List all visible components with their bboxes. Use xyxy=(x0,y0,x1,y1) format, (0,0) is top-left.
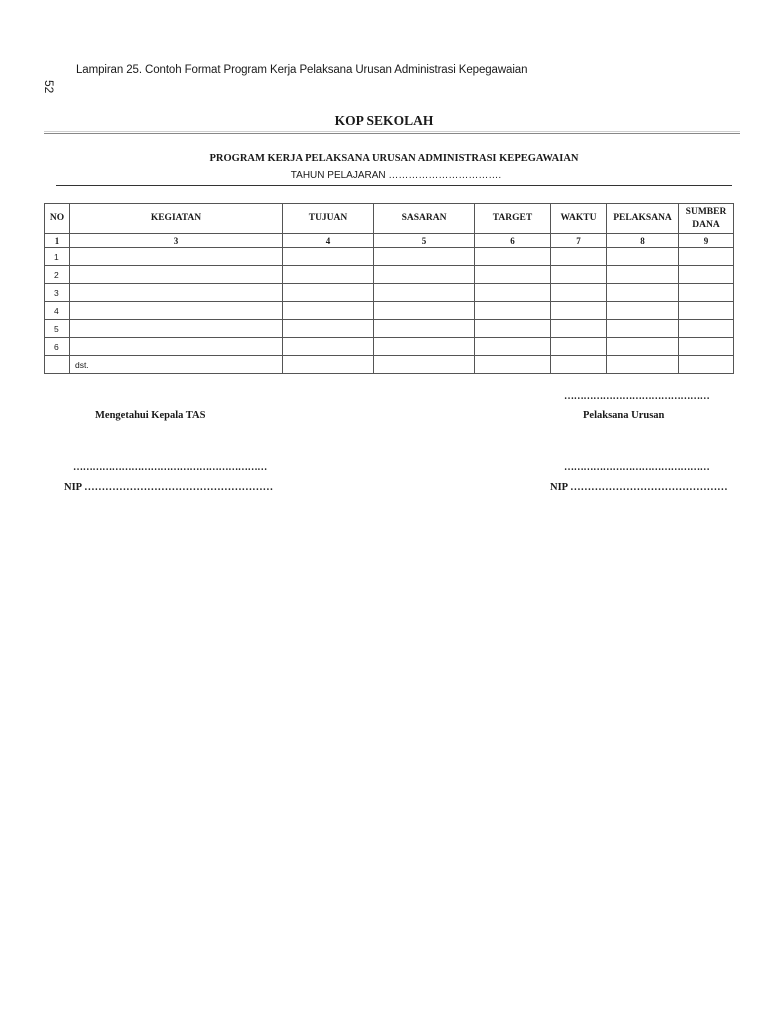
table-cell xyxy=(607,266,679,284)
row-number: 2 xyxy=(45,266,70,284)
page-number xyxy=(30,40,56,94)
table-cell xyxy=(70,266,283,284)
header-dana-line: DANA xyxy=(692,219,720,230)
table-cell xyxy=(551,356,607,374)
table-cell xyxy=(283,302,374,320)
header-target: TARGET xyxy=(475,204,551,234)
table-cell xyxy=(70,320,283,338)
table-row xyxy=(45,320,734,338)
header-sasaran: SASARAN xyxy=(374,204,475,234)
table-cell xyxy=(475,320,551,338)
table-cell xyxy=(607,248,679,266)
table-cell xyxy=(283,284,374,302)
left-name-dots: …………………………………………………… xyxy=(73,462,268,473)
table-row xyxy=(45,284,734,302)
left-nip-line: NIP ……………………………………………… xyxy=(64,482,274,493)
header-no: NO xyxy=(45,204,70,234)
table-cell xyxy=(374,302,475,320)
table-row xyxy=(45,302,734,320)
right-place-date-dots: ……………………………………… xyxy=(564,391,710,402)
table-cell xyxy=(283,266,374,284)
page-number-text: 52 xyxy=(42,80,56,94)
table-cell xyxy=(607,320,679,338)
table-cell xyxy=(551,320,607,338)
table-cell xyxy=(679,356,734,374)
table-cell xyxy=(374,248,475,266)
header-divider-thin xyxy=(44,131,740,132)
table-cell xyxy=(374,320,475,338)
kop-sekolah-heading: KOP SEKOLAH xyxy=(334,113,434,128)
table-cell xyxy=(607,284,679,302)
appendix-caption: Lampiran 25. Contoh Format Program Kerja Pelaksana Urusan Administrasi Kepegawaian xyxy=(76,64,528,76)
table-cell xyxy=(70,302,283,320)
table-cell xyxy=(283,356,374,374)
header-pelaksana: PELAKSANA xyxy=(607,204,679,234)
row-number: 4 xyxy=(45,302,70,320)
column-number: 8 xyxy=(607,234,679,248)
dst-label: dst. xyxy=(70,356,283,374)
title-divider xyxy=(56,185,732,186)
table-cell xyxy=(607,338,679,356)
table-cell xyxy=(551,266,607,284)
header-kegiatan: KEGIATAN xyxy=(70,204,283,234)
right-name-dots: ……………………………………… xyxy=(564,462,710,473)
table-cell xyxy=(551,338,607,356)
header-sumber-dana xyxy=(679,204,734,234)
column-number: 5 xyxy=(374,234,475,248)
table-cell xyxy=(475,356,551,374)
column-number: 6 xyxy=(475,234,551,248)
table-cell xyxy=(607,356,679,374)
column-number: 9 xyxy=(679,234,734,248)
column-number: 4 xyxy=(283,234,374,248)
academic-year-line: TAHUN PELAJARAN ……………………………. xyxy=(290,170,502,181)
table-cell xyxy=(374,266,475,284)
header-waktu: WAKTU xyxy=(551,204,607,234)
table-cell xyxy=(679,266,734,284)
table-cell xyxy=(70,284,283,302)
program-table xyxy=(44,203,734,374)
header-divider xyxy=(44,133,740,134)
table-row xyxy=(45,338,734,356)
row-number: 3 xyxy=(45,284,70,302)
table-cell xyxy=(374,356,475,374)
table-cell xyxy=(679,284,734,302)
column-number: 7 xyxy=(551,234,607,248)
table-cell xyxy=(551,302,607,320)
table-cell xyxy=(679,248,734,266)
table-row-dst xyxy=(45,356,734,374)
header-sumber-line: SUMBER xyxy=(685,206,727,217)
program-title: PROGRAM KERJA PELAKSANA URUSAN ADMINISTRASI KEPEGAWAIAN xyxy=(209,153,579,164)
row-number: 5 xyxy=(45,320,70,338)
table-cell xyxy=(475,302,551,320)
table-cell xyxy=(45,356,70,374)
table-cell xyxy=(475,284,551,302)
table-cell xyxy=(679,338,734,356)
table-cell xyxy=(283,248,374,266)
header-tujuan: TUJUAN xyxy=(283,204,374,234)
table-row xyxy=(45,266,734,284)
table-cell xyxy=(679,302,734,320)
table-cell xyxy=(475,248,551,266)
table-cell xyxy=(70,248,283,266)
column-number: 1 xyxy=(45,234,70,248)
table-cell xyxy=(551,248,607,266)
table-cell xyxy=(607,302,679,320)
table-cell xyxy=(70,338,283,356)
table-cell xyxy=(475,266,551,284)
table-cell xyxy=(679,320,734,338)
table-cell xyxy=(475,338,551,356)
column-number-row xyxy=(45,234,734,248)
column-number: 3 xyxy=(70,234,283,248)
table-header-row xyxy=(45,204,734,234)
table-cell xyxy=(283,338,374,356)
right-nip-line: NIP ……………………………………… xyxy=(550,482,728,493)
table-cell xyxy=(374,284,475,302)
left-signature-title: Mengetahui Kepala TAS xyxy=(95,410,206,421)
row-number: 1 xyxy=(45,248,70,266)
row-number: 6 xyxy=(45,338,70,356)
right-signature-title: Pelaksana Urusan xyxy=(583,410,665,421)
table-cell xyxy=(283,320,374,338)
table-cell xyxy=(374,338,475,356)
table-cell xyxy=(551,284,607,302)
table-row xyxy=(45,248,734,266)
